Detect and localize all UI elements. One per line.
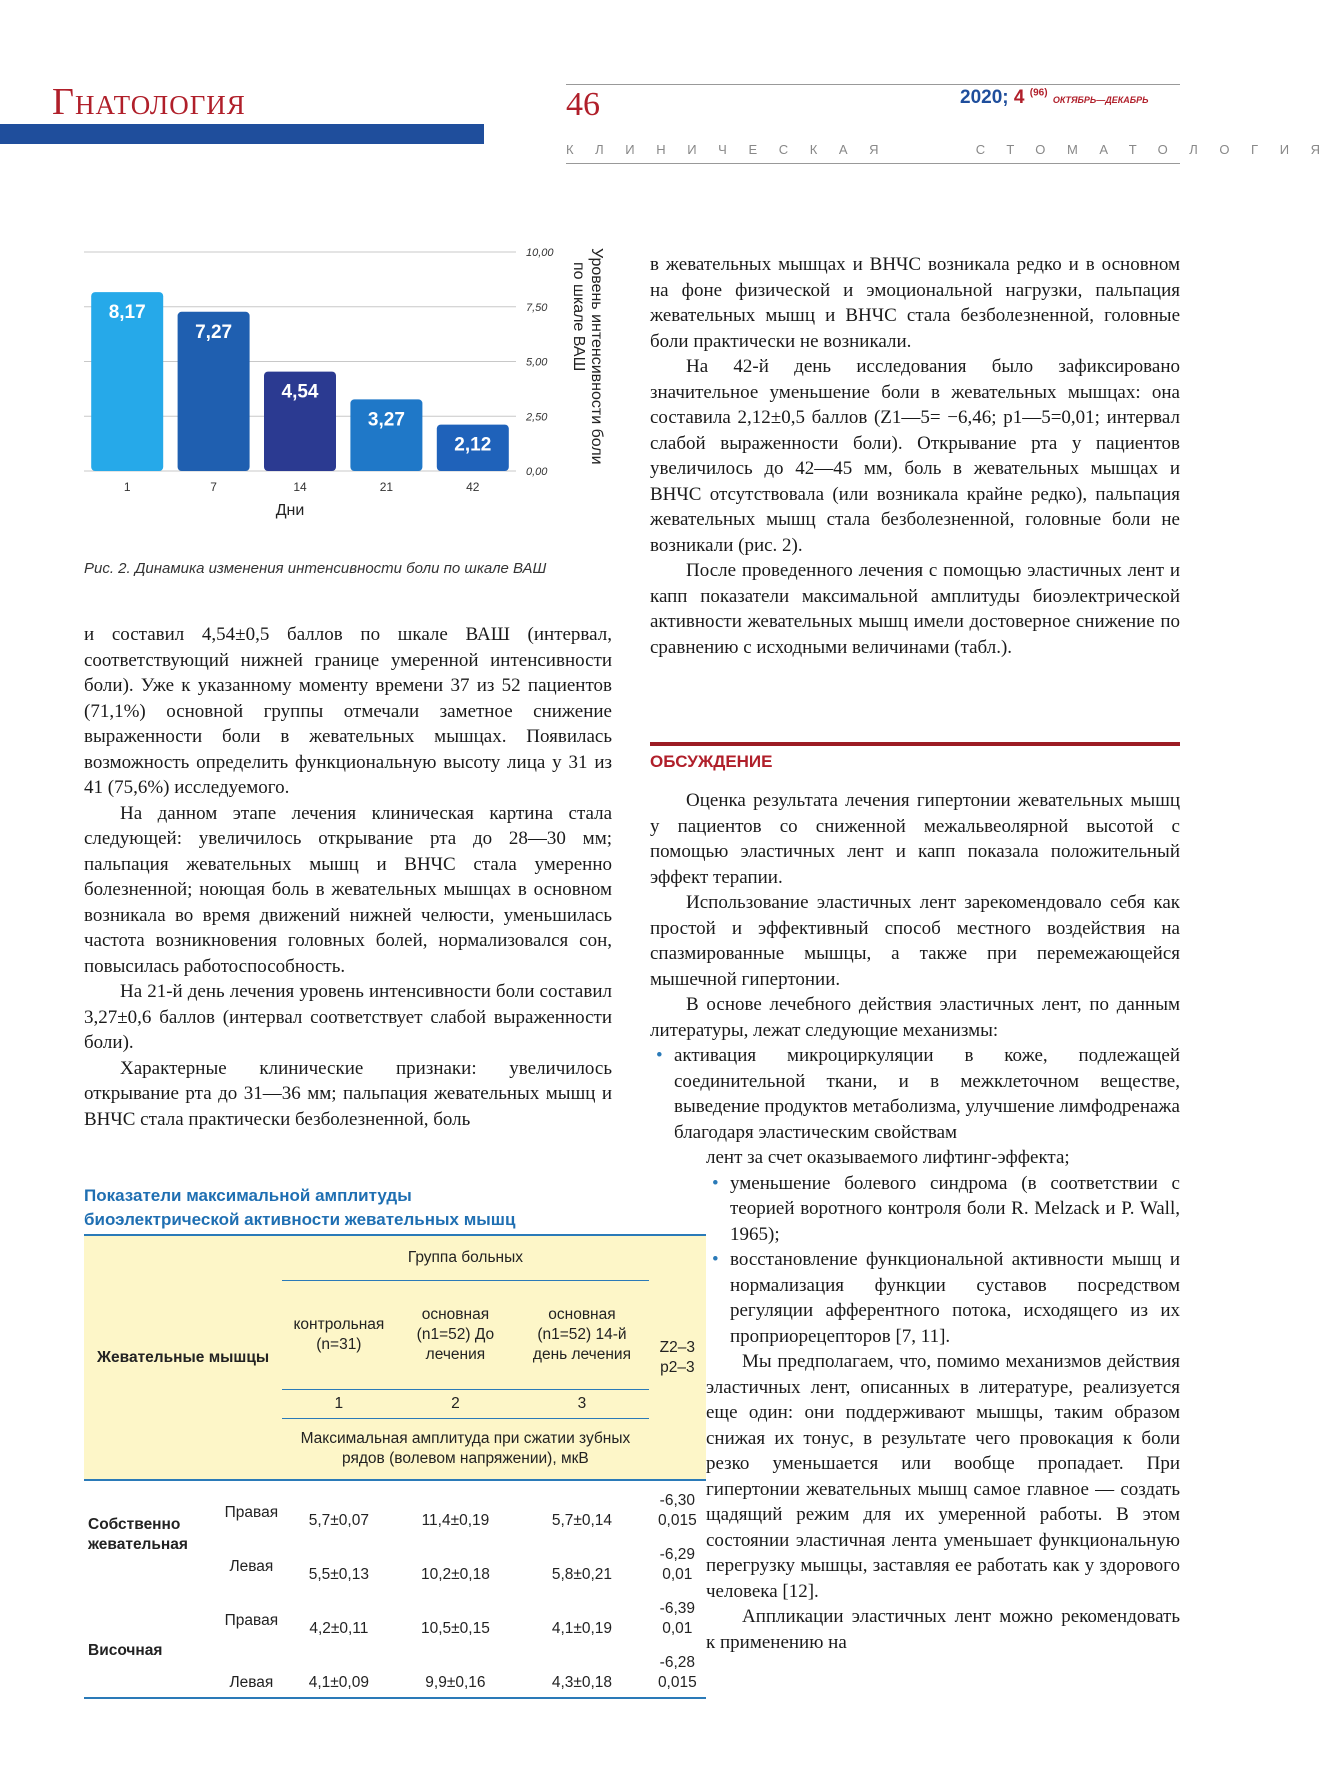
right-paragraph-1: в жевательных мышцах и ВНЧС возникала редко и в основном на фоне физической и эмоциональной нагрузки, пальпация жевательных мышц и ВНЧС стала безболезненной, головные боли практически не возникали. (650, 254, 1180, 352)
discussion-heading: ОБСУЖДЕНИЕ (650, 752, 773, 771)
discussion-rule (650, 742, 1180, 746)
p-value: 0,01 (662, 1620, 693, 1637)
bar-value-label: 7,27 (195, 321, 233, 343)
header-rule-top (566, 84, 1180, 85)
left-paragraph-1: и составил 4,54±0,5 баллов по шкале ВАШ (интервал, соответствующий нижней границе умеренной интенсивности боли). Уже к указанному моменту времени 37 из 52 пациентов (71,1%) основной группы отмечали заметное снижение выраженности боли в жевательных мышцах. Появилась возможность определить функциональную высоту лица у 31 из 41 (75,6%) исследуемого. (84, 624, 612, 798)
figure-caption: Рис. 2. Динамика изменения интенсивности боли по шкале ВАШ (84, 560, 547, 577)
x-tick-label: 7 (210, 480, 217, 494)
left-paragraph-2: На данном этапе лечения клиническая картина стала следующей: увеличилось открывание рта до 28—30 мм; пальпация жевательных мышц и ВНЧС стала умеренно болезненной; ноющая боль в жевательных мышцах в основном возникала во время движений нижней челюсти, уменьшилась частота возникновения головных болей, нормализовался сон, повысилась работоспособность. (84, 802, 612, 977)
discussion-paragraph-3: В основе лечебного действия эластичных лент, по данным литературы, лежат следующие механизмы: (650, 994, 1180, 1041)
stats-cell (649, 1480, 706, 1535)
left-paragraph-4: Характерные клинические признаки: увеличилось открывание рта до 31—36 мм; пальпация жевательных мышц и ВНЧС стала практически безболезненной, боль (84, 1057, 612, 1130)
col-header-stats: Z2–3 p2–3 (659, 1338, 696, 1376)
left-column-text (84, 622, 612, 1132)
discussion-paragraph-4: Мы предполагаем, что, помимо механизмов действия эластичных лент, описанных в литературе, реализуется еще один: они поддерживают мышцы, таким образом снижая их тонус, в результате чего провокация к боли резко уменьшается или вообще пропадает. При гипертонии жевательных мышц самое главное — создать щадящий режим для их умеренной работы. В этом состоянии эластичная лента уменьшает функциональную перегрузку мышцы, заставляя ее работать как у здорового человека [12]. (706, 1351, 1180, 1602)
col-header-main-before: основная (n1=52) До лечения (396, 1281, 516, 1390)
table-title (84, 1184, 515, 1232)
discussion-paragraph-5: Аппликации эластичных лент можно рекомендовать к применению на (706, 1606, 1180, 1653)
y-tick-label: 10,00 (526, 247, 554, 259)
p-value: 0,015 (657, 1674, 697, 1691)
value-cell: 5,7±0,07 (308, 1512, 369, 1529)
x-axis-label: Дни (275, 502, 305, 519)
table-title-line-1: Показатели максимальной амплитуды (84, 1186, 412, 1205)
y-axis-label-line-2: по шкале ВАШ (570, 262, 587, 372)
value-cell: 4,1±0,09 (308, 1674, 369, 1691)
side-label: Правая (224, 1612, 279, 1629)
mechanism-item-2: • уменьшение болевого синдрома (в соответствии с теорией воротного контроля боли R. Melzack и P. Wall, 1965); (706, 1171, 1180, 1248)
bar-value-label: 2,12 (454, 434, 492, 456)
issue-info (960, 87, 1149, 109)
z-value: -6,28 (659, 1654, 696, 1671)
issue-total: (96) (1029, 87, 1048, 99)
value-cell: 4,3±0,18 (551, 1674, 613, 1691)
value-cell: 10,5±0,15 (420, 1620, 490, 1637)
mechanism-item-1-end: лент за счет оказываемого лифтинг-эффекта; (706, 1147, 1070, 1168)
mechanism-list (650, 1043, 1180, 1145)
header-rule-bottom (566, 163, 1180, 164)
y-tick-label: 5,00 (526, 356, 548, 369)
z-value: -6,30 (659, 1492, 696, 1509)
col-number-3: 3 (577, 1395, 587, 1412)
x-tick-label: 21 (379, 480, 394, 494)
value-cell: 5,7±0,14 (551, 1512, 613, 1529)
stats-cell (649, 1535, 706, 1589)
bar-value-label: 8,17 (108, 302, 146, 324)
mechanism-item-1: • активация микроциркуляции в коже, подлежащей соединительной ткани, и в межклеточном веществе, выведение продуктов метаболизма, улучшение лимфодренажа благодаря эластическим свойствам (650, 1043, 1180, 1145)
value-cell: 4,1±0,19 (551, 1620, 613, 1637)
discussion-paragraph-1: Оценка результата лечения гипертонии жевательных мышц у пациентов со сниженной межальвеолярной высотой с помощью эластичных лент и капп показала положительный эффект терапии. (650, 790, 1180, 888)
y-axis-label (570, 248, 605, 465)
mechanism-list-2 (706, 1171, 1180, 1350)
table-row (84, 1480, 706, 1535)
col-number-1: 1 (334, 1395, 344, 1412)
value-cell: 10,2±0,18 (420, 1566, 490, 1583)
discussion-text (650, 788, 1180, 1655)
side-label: Левая (229, 1558, 274, 1575)
side-label: Правая (224, 1504, 279, 1521)
value-cell: 4,2±0,11 (309, 1620, 369, 1637)
issue-number: 4 (1013, 87, 1025, 108)
mechanism-item-3: • восстановление функциональной активности мышц и нормализация функции суставов посредством регуляции афферентного потока, исходящего из их проприорецепторов [7, 11]. (706, 1247, 1180, 1349)
muscle-group-name: Височная (88, 1642, 163, 1659)
col-number-2: 2 (451, 1395, 460, 1412)
col-header-main-day14: основная (n1=52) 14-й день лечения (515, 1281, 648, 1390)
x-tick-label: 42 (466, 480, 480, 494)
issue-year: 2020; (960, 87, 1009, 108)
issue-months: ОКТЯБРЬ—ДЕКАБРЬ (1052, 95, 1149, 105)
stats-cell (649, 1643, 706, 1698)
y-tick-label: 2,50 (526, 411, 548, 424)
left-paragraph-3: На 21-й день лечения уровень интенсивности боли составил 3,27±0,6 баллов (интервал соответствует слабой выраженности боли). (84, 981, 612, 1053)
right-column-text (650, 252, 1180, 660)
p-value: 0,01 (662, 1566, 693, 1583)
bar-value-label: 4,54 (281, 381, 319, 403)
bar-value-label: 3,27 (367, 409, 405, 431)
emg-table (84, 1234, 706, 1699)
value-cell: 9,9±0,16 (425, 1674, 486, 1691)
muscle-group-name: Собственно жевательная (88, 1516, 188, 1553)
table-title-line-2: биоэлектрической активности жевательных мышц (84, 1210, 516, 1229)
discussion-paragraph-2: Использование эластичных лент зарекомендовало себя как простой и эффективный способ местного воздействия на спазмированные мышцы, а также при перемежающейся мышечной гипертонии. (650, 892, 1180, 990)
pain-dynamics-chart (70, 236, 610, 536)
col-header-group: Группа больных (282, 1235, 649, 1281)
col-header-control: контрольная (n=31) (282, 1281, 396, 1390)
x-tick-label: 1 (123, 480, 131, 494)
col-header-muscles: Жевательные мышцы (97, 1348, 270, 1366)
unit-row: Максимальная амплитуда при сжатии зубных рядов (волевом напряжении), мкВ (282, 1419, 649, 1481)
side-label: Левая (229, 1674, 274, 1691)
section-left-word: КЛИНИЧЕСКАЯ (566, 142, 901, 157)
header-color-bar (0, 124, 484, 144)
y-tick-label: 7,50 (526, 301, 548, 314)
stats-cell (649, 1589, 706, 1643)
value-cell: 5,5±0,13 (308, 1566, 369, 1583)
right-paragraph-3: После проведенного лечения с помощью эластичных лент и капп показатели максимальной амплитуды биоэлектрической активности жевательных мышц имели достоверное снижение по сравнению с исходными величинами (табл.). (650, 560, 1180, 658)
value-cell: 5,8±0,21 (551, 1566, 613, 1583)
x-tick-label: 14 (293, 480, 307, 494)
page-number: 46 (566, 86, 600, 123)
y-axis-label-line-1: Уровень интенсивности боли (588, 248, 605, 465)
journal-title: Гнатология (52, 81, 246, 123)
section-running-title (566, 142, 1342, 157)
y-tick-label: 0,00 (526, 466, 548, 478)
table-row (84, 1589, 706, 1643)
mechanism-list-continued (650, 1145, 1180, 1655)
z-value: -6,29 (659, 1546, 696, 1563)
z-value: -6,39 (659, 1600, 696, 1617)
section-right-word: СТОМАТОЛОГИЯ (975, 142, 1342, 157)
p-value: 0,015 (657, 1512, 697, 1529)
value-cell: 11,4±0,19 (421, 1512, 490, 1529)
right-paragraph-2: На 42-й день исследования было зафиксировано значительное уменьшение боли в жевательных мышцах: она составила 2,12±0,5 баллов (Z1—5= −6,46; p1—5=0,01; интервал слабой выраженности боли). Открывание рта у пациентов увеличилось до 42—45 мм, боль в жевательных мышцах и ВНЧС отсутствовала (или возникала крайне редко), пальпация жевательных мышц стала безболезненной, головные боли не возникали (рис. 2). (650, 356, 1180, 556)
